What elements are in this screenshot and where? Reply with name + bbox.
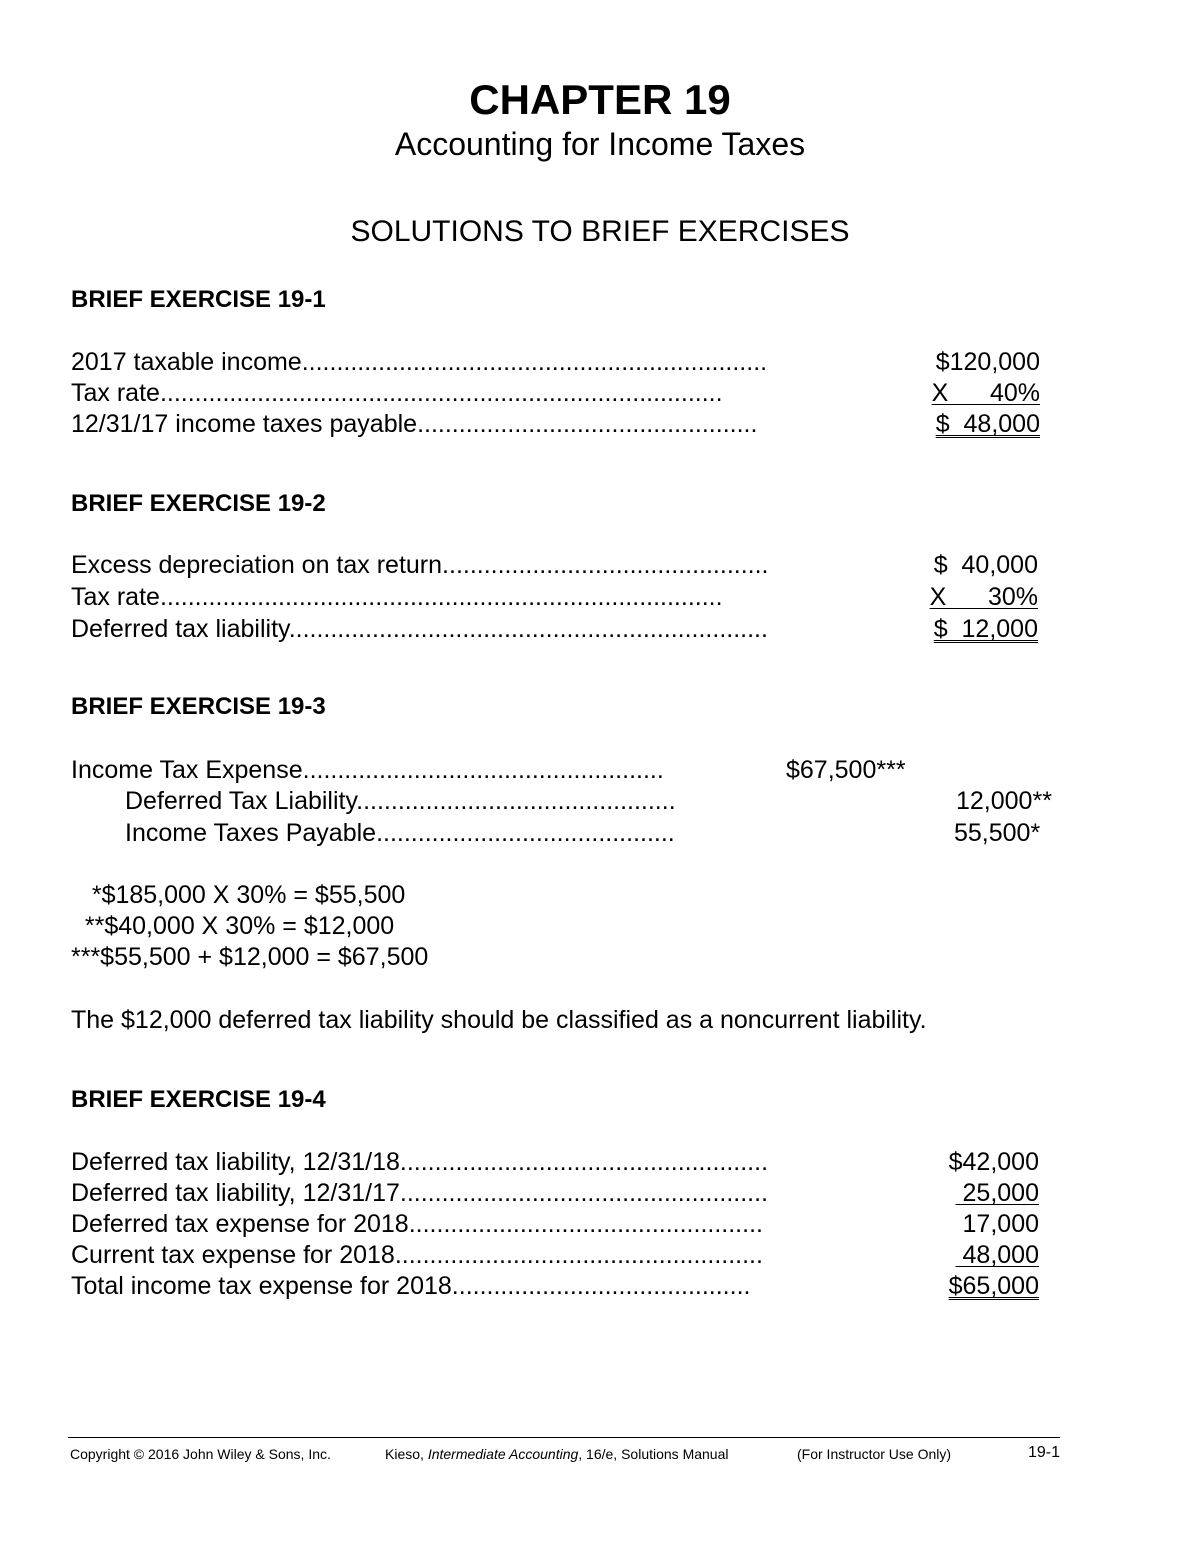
ledger-row-label: Deferred tax expense for 2018................................................... xyxy=(71,1210,763,1238)
footnote: *$185,000 X 30% = $55,500 xyxy=(71,881,406,909)
journal-credit-amount: 12,000** xyxy=(956,787,1052,815)
conclusion-text: The $12,000 deferred tax liability should be classified as a noncurrent liability. xyxy=(71,1006,927,1034)
journal-debit-amount: $67,500*** xyxy=(786,756,906,784)
ledger-row-amount: 48,000 xyxy=(955,1241,1039,1269)
journal-credit-account: Income Taxes Payable........................................... xyxy=(125,819,675,847)
footer-rule xyxy=(68,1437,1060,1438)
journal-credit-amount: 55,500* xyxy=(954,819,1041,847)
exercise-heading-19-3: BRIEF EXERCISE 19-3 xyxy=(71,693,326,720)
ledger-row-amount: 25,000 xyxy=(955,1179,1039,1207)
ledger-row-label: 12/31/17 income taxes payable................................................. xyxy=(71,410,758,438)
ledger-row-total: $ 48,000 xyxy=(935,410,1040,438)
page-number: 19-1 xyxy=(1027,1444,1060,1461)
ledger-row-amount: $ 40,000 xyxy=(933,551,1038,579)
ledger-row-label: Tax rate................................................................................. xyxy=(71,583,723,611)
footer-usage-note: (For Instructor Use Only) xyxy=(797,1446,952,1462)
ledger-row-amount: X 30% xyxy=(929,583,1038,611)
chapter-title: Accounting for Income Taxes xyxy=(394,126,806,162)
ledger-row-amount: $120,000 xyxy=(935,348,1040,376)
journal-credit-account: Deferred Tax Liability.............................................. xyxy=(125,787,676,815)
ledger-row-label: Deferred tax liability..................................................................... xyxy=(71,615,768,643)
ledger-row-total: $65,000 xyxy=(948,1272,1039,1300)
ledger-row-amount: 17,000 xyxy=(962,1210,1039,1238)
ledger-row-label: Current tax expense for 2018..................................................... xyxy=(71,1241,763,1269)
exercise-heading-19-1: BRIEF EXERCISE 19-1 xyxy=(71,286,326,313)
ledger-row-amount: X 40% xyxy=(931,379,1040,407)
footnote: ***$55,500 + $12,000 = $67,500 xyxy=(71,943,429,971)
exercise-heading-19-2: BRIEF EXERCISE 19-2 xyxy=(71,490,326,517)
chapter-heading: CHAPTER 19 xyxy=(469,76,731,123)
footnote: **$40,000 X 30% = $12,000 xyxy=(71,912,395,940)
ledger-row-label: Excess depreciation on tax return............................................... xyxy=(71,551,769,579)
ledger-row-label: Total income tax expense for 2018........................................... xyxy=(71,1272,751,1300)
footer-citation: Kieso, Intermediate Accounting, 16/e, Solutions Manual xyxy=(385,1446,729,1462)
ledger-row-label: Deferred tax liability, 12/31/18..................................................... xyxy=(71,1148,769,1176)
ledger-row-total: $ 12,000 xyxy=(933,615,1038,643)
ledger-row-amount: $42,000 xyxy=(948,1148,1039,1176)
section-title: SOLUTIONS TO BRIEF EXERCISES xyxy=(350,215,850,248)
footer-copyright: Copyright © 2016 John Wiley & Sons, Inc. xyxy=(70,1446,331,1462)
ledger-row-label: 2017 taxable income................................................................... xyxy=(71,348,768,376)
ledger-row-label: Tax rate................................................................................. xyxy=(71,379,723,407)
exercise-heading-19-4: BRIEF EXERCISE 19-4 xyxy=(71,1086,326,1113)
ledger-row-label: Deferred tax liability, 12/31/17..................................................... xyxy=(71,1179,769,1207)
journal-debit-account: Income Tax Expense.................................................... xyxy=(71,756,664,784)
